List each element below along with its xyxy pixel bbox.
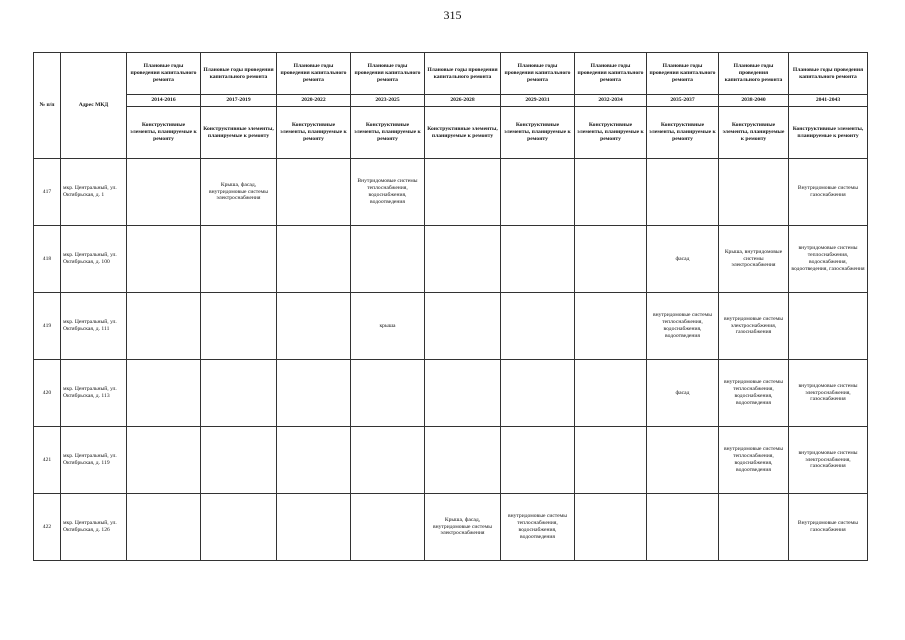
repair-elements-cell: внутридомовые системы теплоснабжения, водоснабжения, водоотведения (719, 427, 789, 494)
page-number: 315 (443, 8, 462, 22)
repair-elements-cell: Крыша, фасад, внутридомовые системы электроснабжения (425, 494, 501, 561)
repair-elements-cell (201, 494, 277, 561)
period-header-row (34, 95, 868, 107)
repair-elements-cell: внутридомовые системы электроснабжения, газоснабжения (789, 360, 868, 427)
table-row (34, 293, 868, 360)
repair-elements-cell: Внутридомовые системы газоснабжения (789, 494, 868, 561)
elements-header: Конструктивные элементы, планируемые к ремонту (201, 107, 277, 159)
repair-elements-cell (789, 293, 868, 360)
repair-elements-cell (127, 226, 201, 293)
plan-years-header: Плановые годы проведения капитального ремонта (719, 53, 789, 95)
repair-elements-cell (351, 226, 425, 293)
repair-elements-cell (425, 293, 501, 360)
period-header: 2026-2028 (425, 95, 501, 107)
repair-elements-cell (201, 427, 277, 494)
repair-elements-cell (575, 159, 647, 226)
plan-years-header: Плановые годы проведения капитального ремонта (127, 53, 201, 95)
address-cell: мкр. Центральный, ул. Октябрьская, д. 113 (61, 360, 127, 427)
elements-header: Конструктивные элементы, планируемые к ремонту (647, 107, 719, 159)
table-row (34, 494, 868, 561)
repair-elements-cell (575, 293, 647, 360)
repair-elements-cell (575, 494, 647, 561)
period-header: 2038-2040 (719, 95, 789, 107)
repair-elements-cell (501, 360, 575, 427)
table-row (34, 427, 868, 494)
repair-elements-cell: внутридомовые системы теплоснабжения, водоснабжения, водоотведения (719, 360, 789, 427)
address-cell: мкр. Центральный, ул. Октябрьская, д. 111 (61, 293, 127, 360)
elements-header: Конструктивные элементы, планируемые к ремонту (127, 107, 201, 159)
elements-header: Конструктивные элементы, планируемые к ремонту (277, 107, 351, 159)
repair-elements-cell (127, 427, 201, 494)
table-row (34, 360, 868, 427)
elements-header: Конструктивные элементы, планируемые к ремонту (789, 107, 868, 159)
repair-elements-cell: внутридомовые системы теплоснабжения, водоснабжения, водоотведения (501, 494, 575, 561)
address-cell: мкр. Центральный, ул. Октябрьская, д. 126 (61, 494, 127, 561)
plan-years-header: Плановые годы проведения капитального ремонта (351, 53, 425, 95)
table-row (34, 226, 868, 293)
repair-elements-cell (127, 293, 201, 360)
repair-elements-cell (425, 427, 501, 494)
plan-years-header: Плановые годы проведения капитального ремонта (425, 53, 501, 95)
elements-header: Конструктивные элементы, планируемые к ремонту (351, 107, 425, 159)
repair-elements-cell (127, 360, 201, 427)
repair-elements-cell (127, 159, 201, 226)
repair-elements-cell (575, 427, 647, 494)
period-header: 2032-2034 (575, 95, 647, 107)
repair-elements-cell (277, 159, 351, 226)
elements-header: Конструктивные элементы, планируемые к ремонту (425, 107, 501, 159)
repair-elements-cell: внутридомовые системы теплоснабжения, водоснабжения, водоотведения (647, 293, 719, 360)
repair-elements-cell (277, 226, 351, 293)
repair-elements-cell (425, 159, 501, 226)
repair-elements-cell (501, 293, 575, 360)
elements-header: Конструктивные элементы, планируемые к ремонту (575, 107, 647, 159)
elements-header: Конструктивные элементы, планируемые к ремонту (719, 107, 789, 159)
repair-elements-cell: фасад (647, 360, 719, 427)
plan-years-header: Плановые годы проведения капитального ремонта (647, 53, 719, 95)
repair-elements-cell (351, 427, 425, 494)
elements-header-row (34, 107, 868, 159)
table-row (34, 159, 868, 226)
repair-elements-cell (277, 494, 351, 561)
repair-elements-cell (719, 159, 789, 226)
repair-elements-cell: фасад (647, 226, 719, 293)
repair-elements-cell: Крыша, внутридомовые системы электроснабжения (719, 226, 789, 293)
repair-elements-cell (201, 360, 277, 427)
row-number: 418 (34, 226, 61, 293)
repair-elements-cell (575, 226, 647, 293)
address-cell: мкр. Центральный, ул. Октябрьская, д. 100 (61, 226, 127, 293)
repair-elements-cell (201, 293, 277, 360)
period-header: 2029-2031 (501, 95, 575, 107)
period-header: 2014-2016 (127, 95, 201, 107)
address-cell: мкр. Центральный, ул. Октябрьская, д. 119 (61, 427, 127, 494)
capital-repair-plan-table (33, 52, 868, 561)
repair-elements-cell (501, 427, 575, 494)
repair-elements-cell (501, 159, 575, 226)
repair-elements-cell (719, 494, 789, 561)
row-number: 421 (34, 427, 61, 494)
period-header: 2041-2043 (789, 95, 868, 107)
repair-elements-cell (425, 226, 501, 293)
repair-elements-cell (647, 159, 719, 226)
repair-elements-cell (201, 226, 277, 293)
address-cell: мкр. Центральный, ул. Октябрьская, д. 1 (61, 159, 127, 226)
plan-years-header-row (34, 53, 868, 95)
repair-elements-cell: внутридомовые системы электроснабжения, газоснабжения (719, 293, 789, 360)
row-number: 422 (34, 494, 61, 561)
plan-years-header: Плановые годы проведения капитального ремонта (789, 53, 868, 95)
repair-elements-cell (277, 360, 351, 427)
repair-elements-cell: внутридомовые системы теплоснабжения, водоснабжения, водоотведения, газоснабжения (789, 226, 868, 293)
repair-elements-cell: крыша (351, 293, 425, 360)
plan-years-header: Плановые годы проведения капитального ремонта (201, 53, 277, 95)
plan-years-header: Плановые годы проведения капитального ремонта (277, 53, 351, 95)
repair-elements-cell (647, 427, 719, 494)
repair-elements-cell: Внутридомовые системы газоснабжения (789, 159, 868, 226)
repair-elements-cell (351, 494, 425, 561)
repair-elements-cell (501, 226, 575, 293)
repair-elements-cell (647, 494, 719, 561)
repair-elements-cell: Крыша, фасад, внутридомовые системы электроснабжения (201, 159, 277, 226)
period-header: 2020-2022 (277, 95, 351, 107)
repair-elements-cell: внутридомовые системы электроснабжения, газоснабжения (789, 427, 868, 494)
repair-elements-cell (277, 427, 351, 494)
row-number: 420 (34, 360, 61, 427)
plan-years-header: Плановые годы проведения капитального ремонта (575, 53, 647, 95)
repair-elements-cell (351, 360, 425, 427)
repair-elements-cell (127, 494, 201, 561)
repair-elements-cell (575, 360, 647, 427)
period-header: 2023-2025 (351, 95, 425, 107)
repair-elements-cell: Внутридомовые системы теплоснабжения, водоснабжения, водоотведения (351, 159, 425, 226)
period-header: 2017-2019 (201, 95, 277, 107)
num-header: № п/п (34, 53, 61, 159)
plan-years-header: Плановые годы проведения капитального ремонта (501, 53, 575, 95)
plan-table-body (34, 159, 868, 561)
address-header: Адрес МКД (61, 53, 127, 159)
row-number: 417 (34, 159, 61, 226)
row-number: 419 (34, 293, 61, 360)
period-header: 2035-2037 (647, 95, 719, 107)
elements-header: Конструктивные элементы, планируемые к ремонту (501, 107, 575, 159)
repair-elements-cell (425, 360, 501, 427)
repair-elements-cell (277, 293, 351, 360)
